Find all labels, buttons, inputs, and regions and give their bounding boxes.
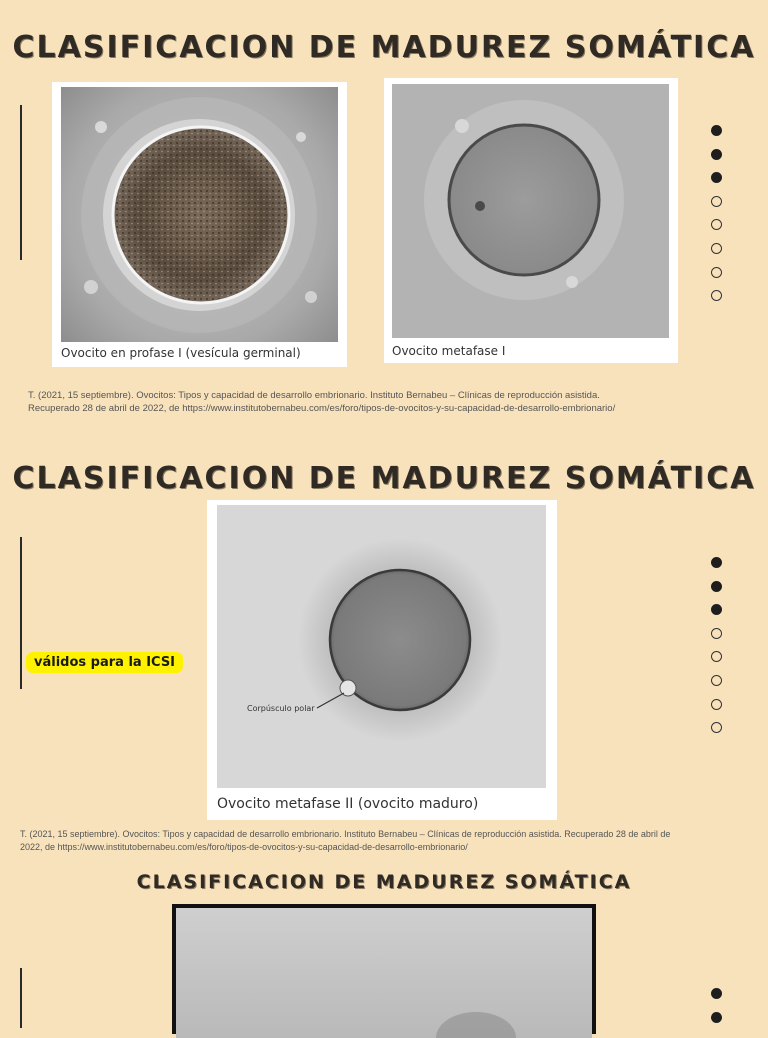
dot-empty [711,699,722,710]
oocyte-illustration [392,84,669,338]
citation-line: Recuperado 28 de abril de 2022, de https://www.institutobernabeu.com/es/foro/tipos-de-ovocitos-y-su-capacidad-de-desarrollo-embrionario/ [28,403,616,414]
pagination-dots [711,557,722,746]
dot-empty [711,675,722,686]
oocyte-illustration [217,505,546,788]
icsi-highlight-label: válidos para la ICSI [26,652,183,673]
oocyte-image-card [207,500,557,820]
image-caption: Ovocito metafase I [392,344,506,358]
dot-empty [711,290,722,301]
divider-line [20,968,22,1028]
oocyte-image-card [52,82,347,367]
oocyte-image [176,908,592,1038]
oocyte-prophase-image [61,87,338,342]
dot-empty [711,628,722,639]
dot-filled [711,988,722,999]
pagination-dots [711,125,722,314]
image-caption: Ovocito en profase I (vesícula germinal) [61,346,301,360]
dot-empty [711,722,722,733]
citation-line: T. (2021, 15 septiembre). Ovocitos: Tipos y capacidad de desarrollo embrionario. Instituto Bernabeu – Clínicas de reproducción asistida. Recuperado 28 de abril de [20,829,671,839]
dot-empty [711,267,722,278]
oocyte-metaphase-i-image [392,84,669,338]
citation [28,389,748,415]
divider-line [20,537,22,689]
slide-title: CLASIFICACION DE MADUREZ SOMÁTICA [12,461,756,496]
citation-line: 2022, de https://www.institutobernabeu.com/es/foro/tipos-de-ovocitos-y-su-capacidad-de-desarrollo-embrionario/ [20,842,468,852]
oocyte-image-card [172,904,596,1034]
citation-line: T. (2021, 15 septiembre). Ovocitos: Tipos y capacidad de desarrollo embrionario. Instituto Bernabeu – Clínicas de reproducción asistida. [28,390,600,401]
polar-body-label: Corpúsculo polar [247,704,315,713]
pagination-dots [711,988,722,1035]
dot-empty [711,243,722,254]
divider-line [20,105,22,260]
dot-filled [711,557,722,568]
oocyte-illustration [176,908,592,1038]
oocyte-metaphase-ii-image [217,505,546,788]
dot-filled [711,604,722,615]
dot-empty [711,196,722,207]
dot-filled [711,125,722,136]
oocyte-image-card [384,78,678,363]
dot-filled [711,1012,722,1023]
dot-filled [711,172,722,183]
dot-filled [711,149,722,160]
slide-title: CLASIFICACION DE MADUREZ SOMÁTICA [136,871,632,893]
dot-empty [711,219,722,230]
oocyte-illustration [61,87,338,342]
citation [20,828,750,854]
dot-empty [711,651,722,662]
image-caption: Ovocito metafase II (ovocito maduro) [217,796,479,812]
dot-filled [711,581,722,592]
slide-title: CLASIFICACION DE MADUREZ SOMÁTICA [12,30,756,65]
